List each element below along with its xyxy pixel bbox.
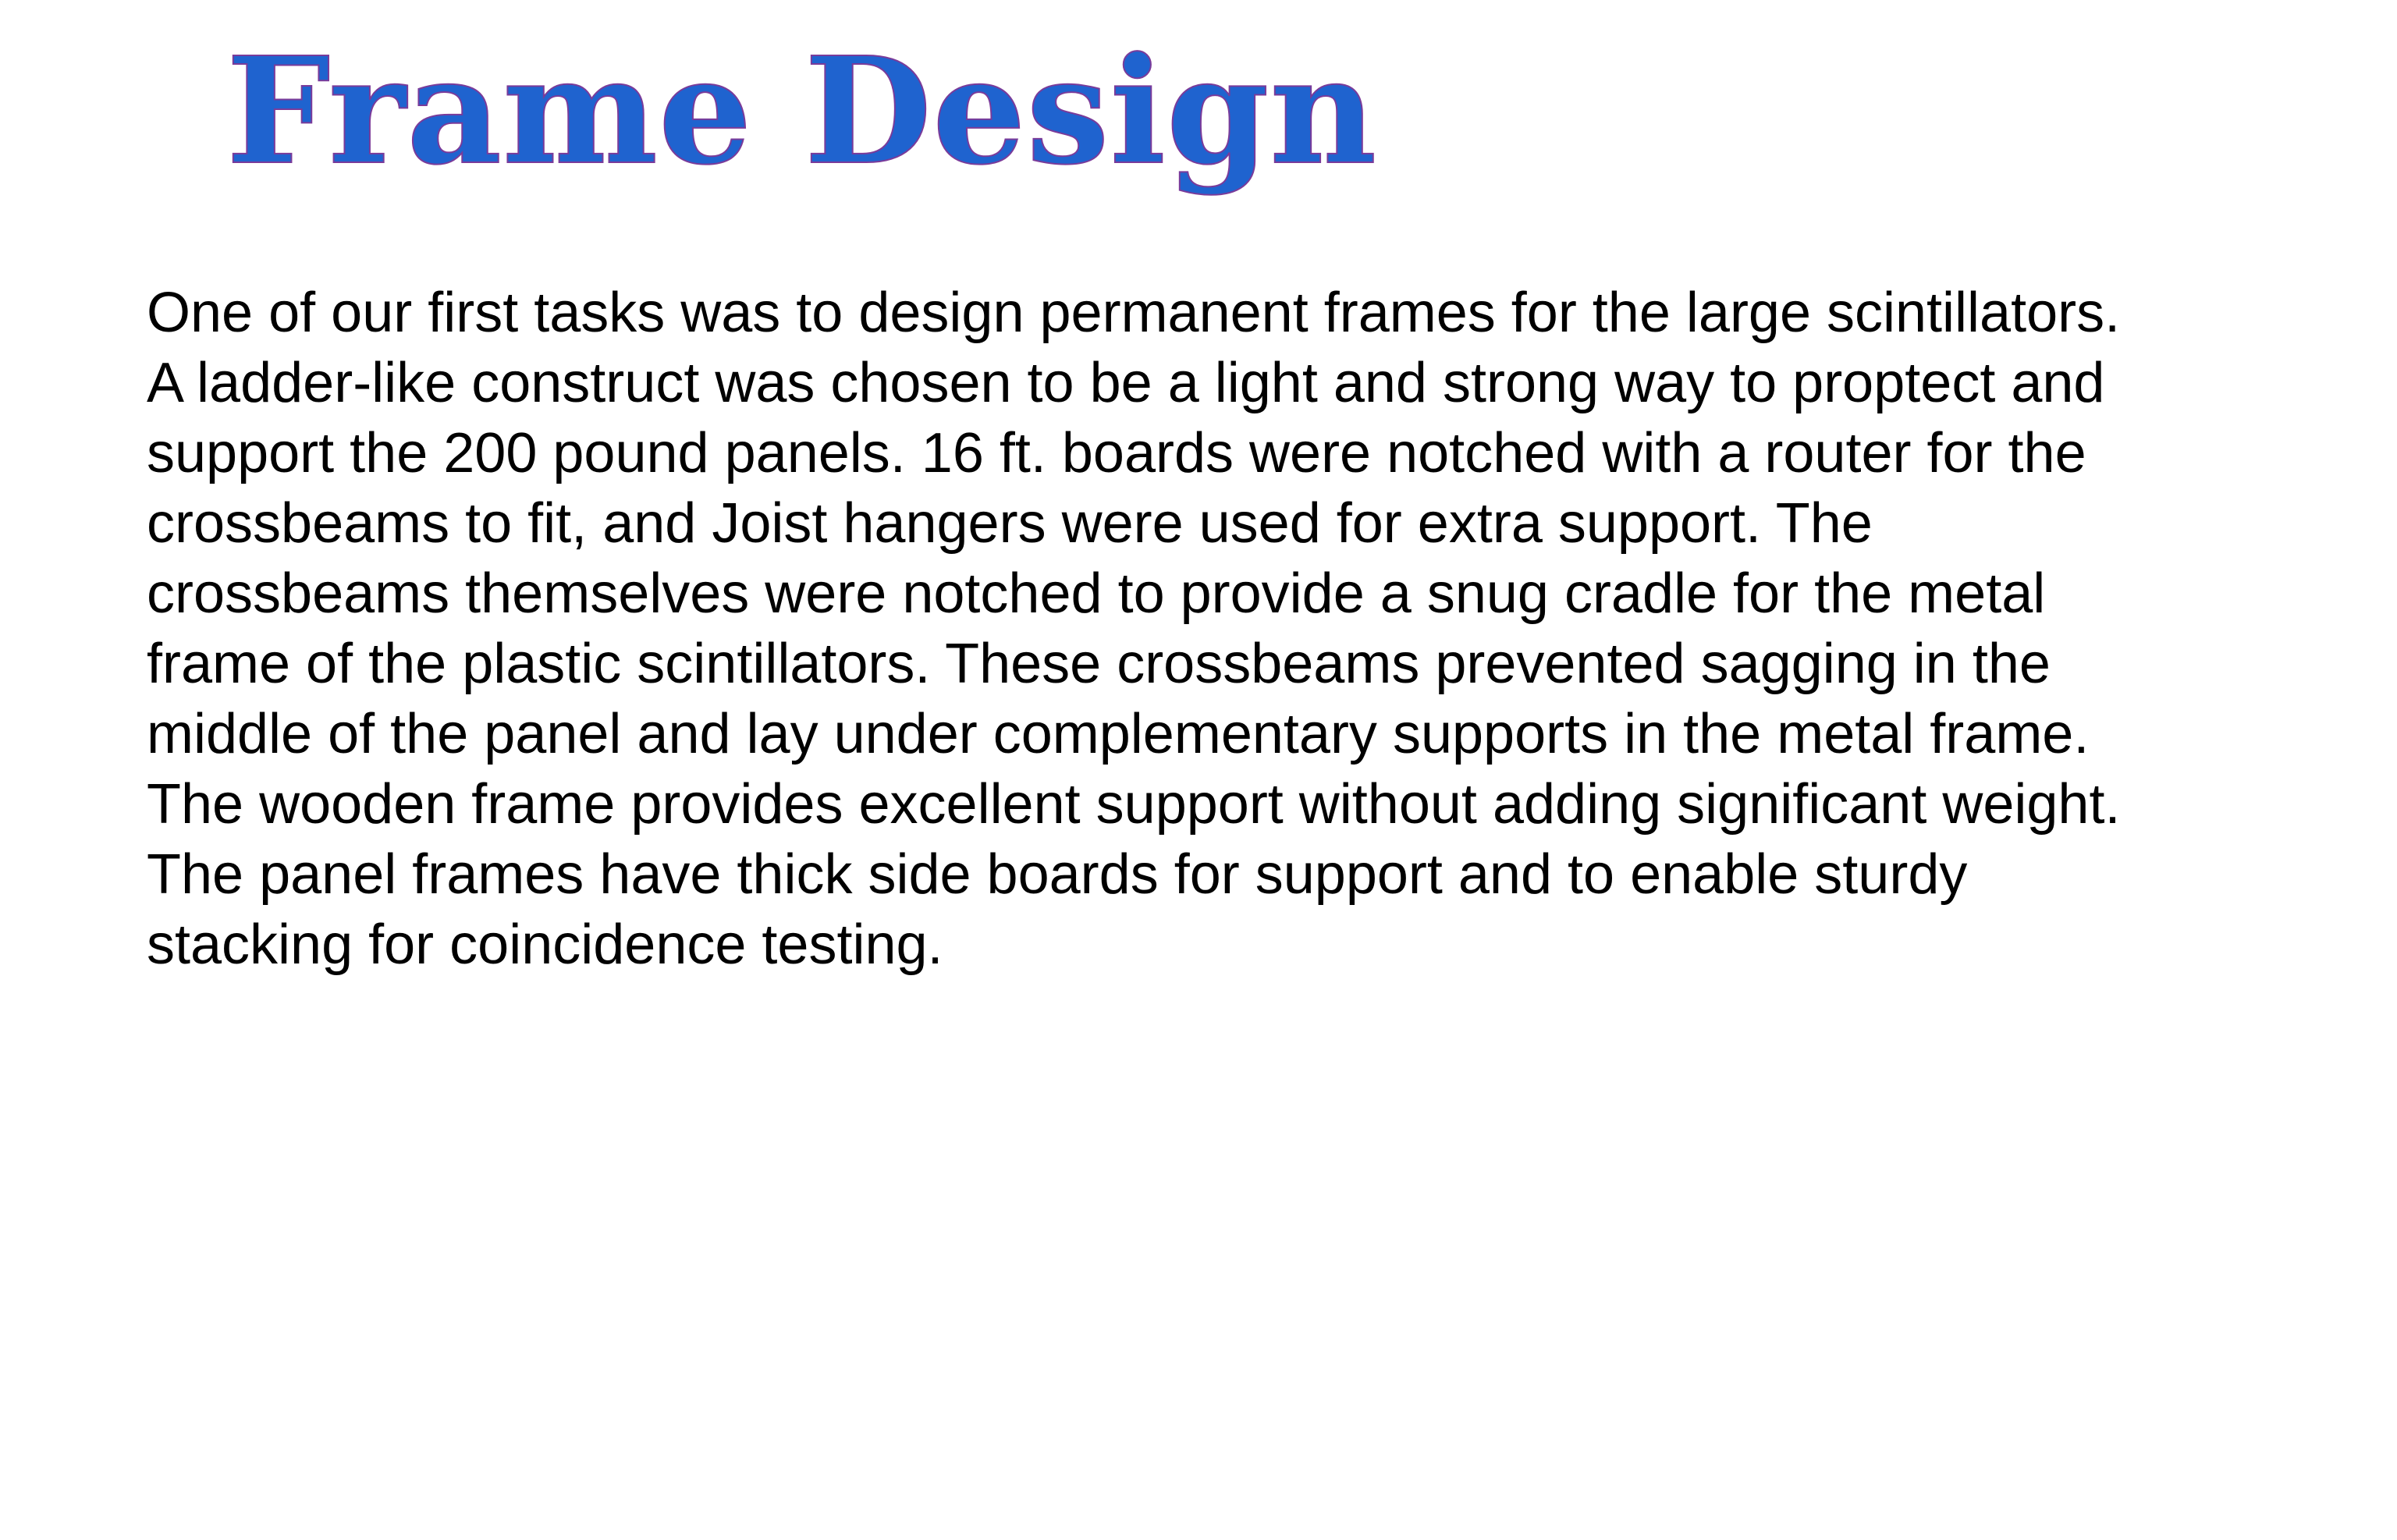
- paragraph-line: The panel frames have thick side boards for support and to enable sturdy: [147, 843, 1968, 906]
- paragraph-line: frame of the plastic scintillators. These crossbeams prevented sagging in the: [147, 633, 2051, 695]
- paragraph-line: The wooden frame provides excellent support without adding significant weight.: [147, 773, 2121, 836]
- paragraph-line: One of our first tasks was to design permanent frames for the large scintillators.: [147, 282, 2121, 344]
- paragraph-line: crossbeams to fit, and Joist hangers were used for extra support. The: [147, 492, 1873, 555]
- paragraph-line: stacking for coincidence testing.: [147, 914, 943, 976]
- paragraph-line: middle of the panel and lay under complementary supports in the metal frame.: [147, 703, 2090, 765]
- slide-title: Frame Design: [226, 25, 1378, 197]
- paragraph-line: A ladder-like construct was chosen to be a light and strong way to proptect and: [147, 352, 2105, 414]
- paragraph-line: support the 200 pound panels. 16 ft. boards were notched with a router for the: [147, 422, 2086, 484]
- paragraph-line: crossbeams themselves were notched to provide a snug cradle for the metal: [147, 562, 2046, 625]
- slide-body-paragraph: [147, 278, 2300, 980]
